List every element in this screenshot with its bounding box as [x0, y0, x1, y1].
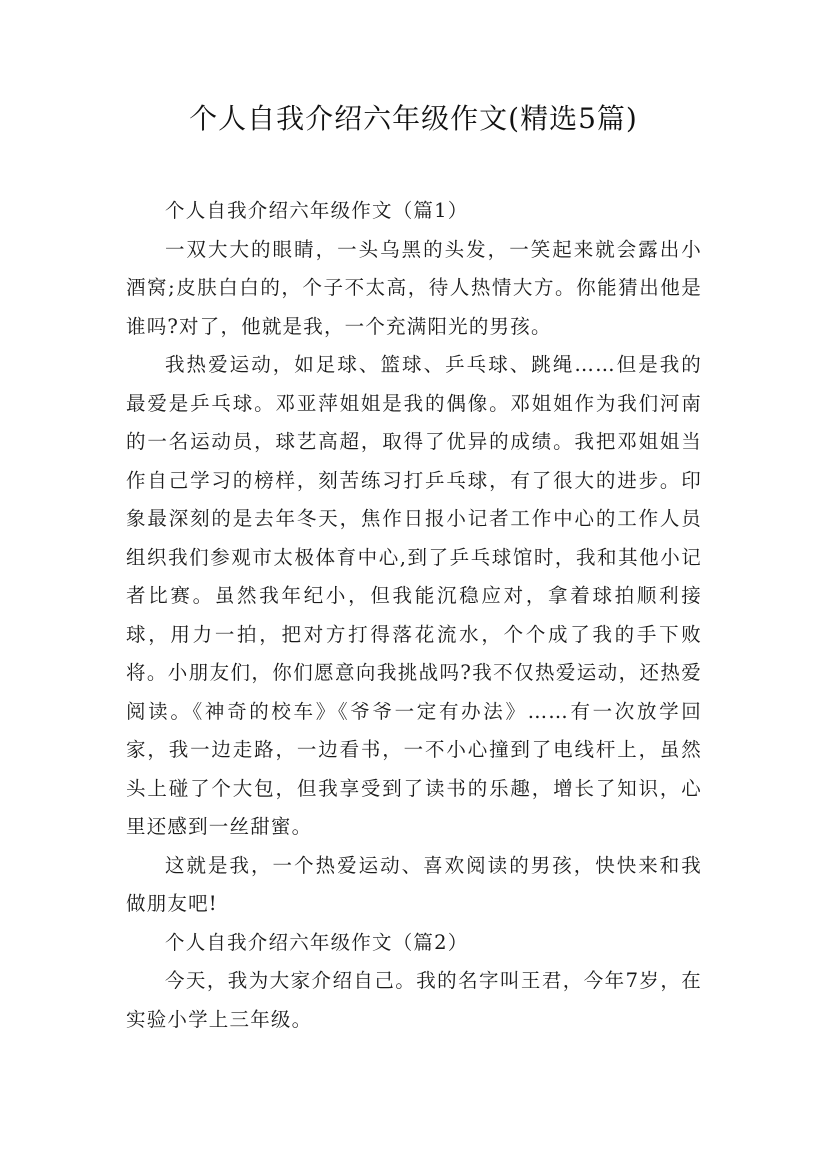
document-body: [126, 192, 702, 1039]
section-heading: 个人自我介绍六年级作文（篇1）: [165, 199, 469, 222]
document-title: 个人自我介绍六年级作文(精选5篇): [189, 102, 638, 135]
paragraph: 一双大大的眼睛，一头乌黑的头发，一笑起来就会露出小酒窝;皮肤白白的，个子不太高，待人热情大方。你能猜出他是谁吗?对了，他就是我，一个充满阳光的男孩。: [126, 237, 702, 338]
paragraph: 我热爱运动，如足球、篮球、乒乓球、跳绳……但是我的最爱是乒乓球。邓亚萍姐姐是我的偶像。邓姐姐作为我们河南的一名运动员，球艺高超，取得了优异的成绩。我把邓姐姐当作自己学习的榜样，刻苦练习打乒乓球，有了很大的进步。印象最深刻的是去年冬天，焦作日报小记者工作中心的工作人员组织我们参观市太极体育中心,到了乒乓球馆时，我和其他小记者比赛。虽然我年纪小，但我能沉稳应对，拿着球拍顺利接球，用力一拍，把对方打得落花流水，个个成了我的手下败将。小朋友们，你们愿意向我挑战吗?我不仅热爱运动，还热爱阅读。《神奇的校车》《爷爷一定有办法》……有一次放学回家，我一边走路，一边看书，一不小心撞到了电线杆上，虽然头上碰了个大包，但我享受到了读书的乐趣，增长了知识，心里还感到一丝甜蜜。: [126, 353, 702, 838]
paragraph: 这就是我，一个热爱运动、喜欢阅读的男孩，快快来和我做朋友吧!: [126, 853, 702, 915]
paragraph: 今天，我为大家介绍自己。我的名字叫王君，今年7岁，在实验小学上三年级。: [126, 969, 702, 1031]
section-heading: 个人自我介绍六年级作文（篇2）: [165, 930, 469, 954]
